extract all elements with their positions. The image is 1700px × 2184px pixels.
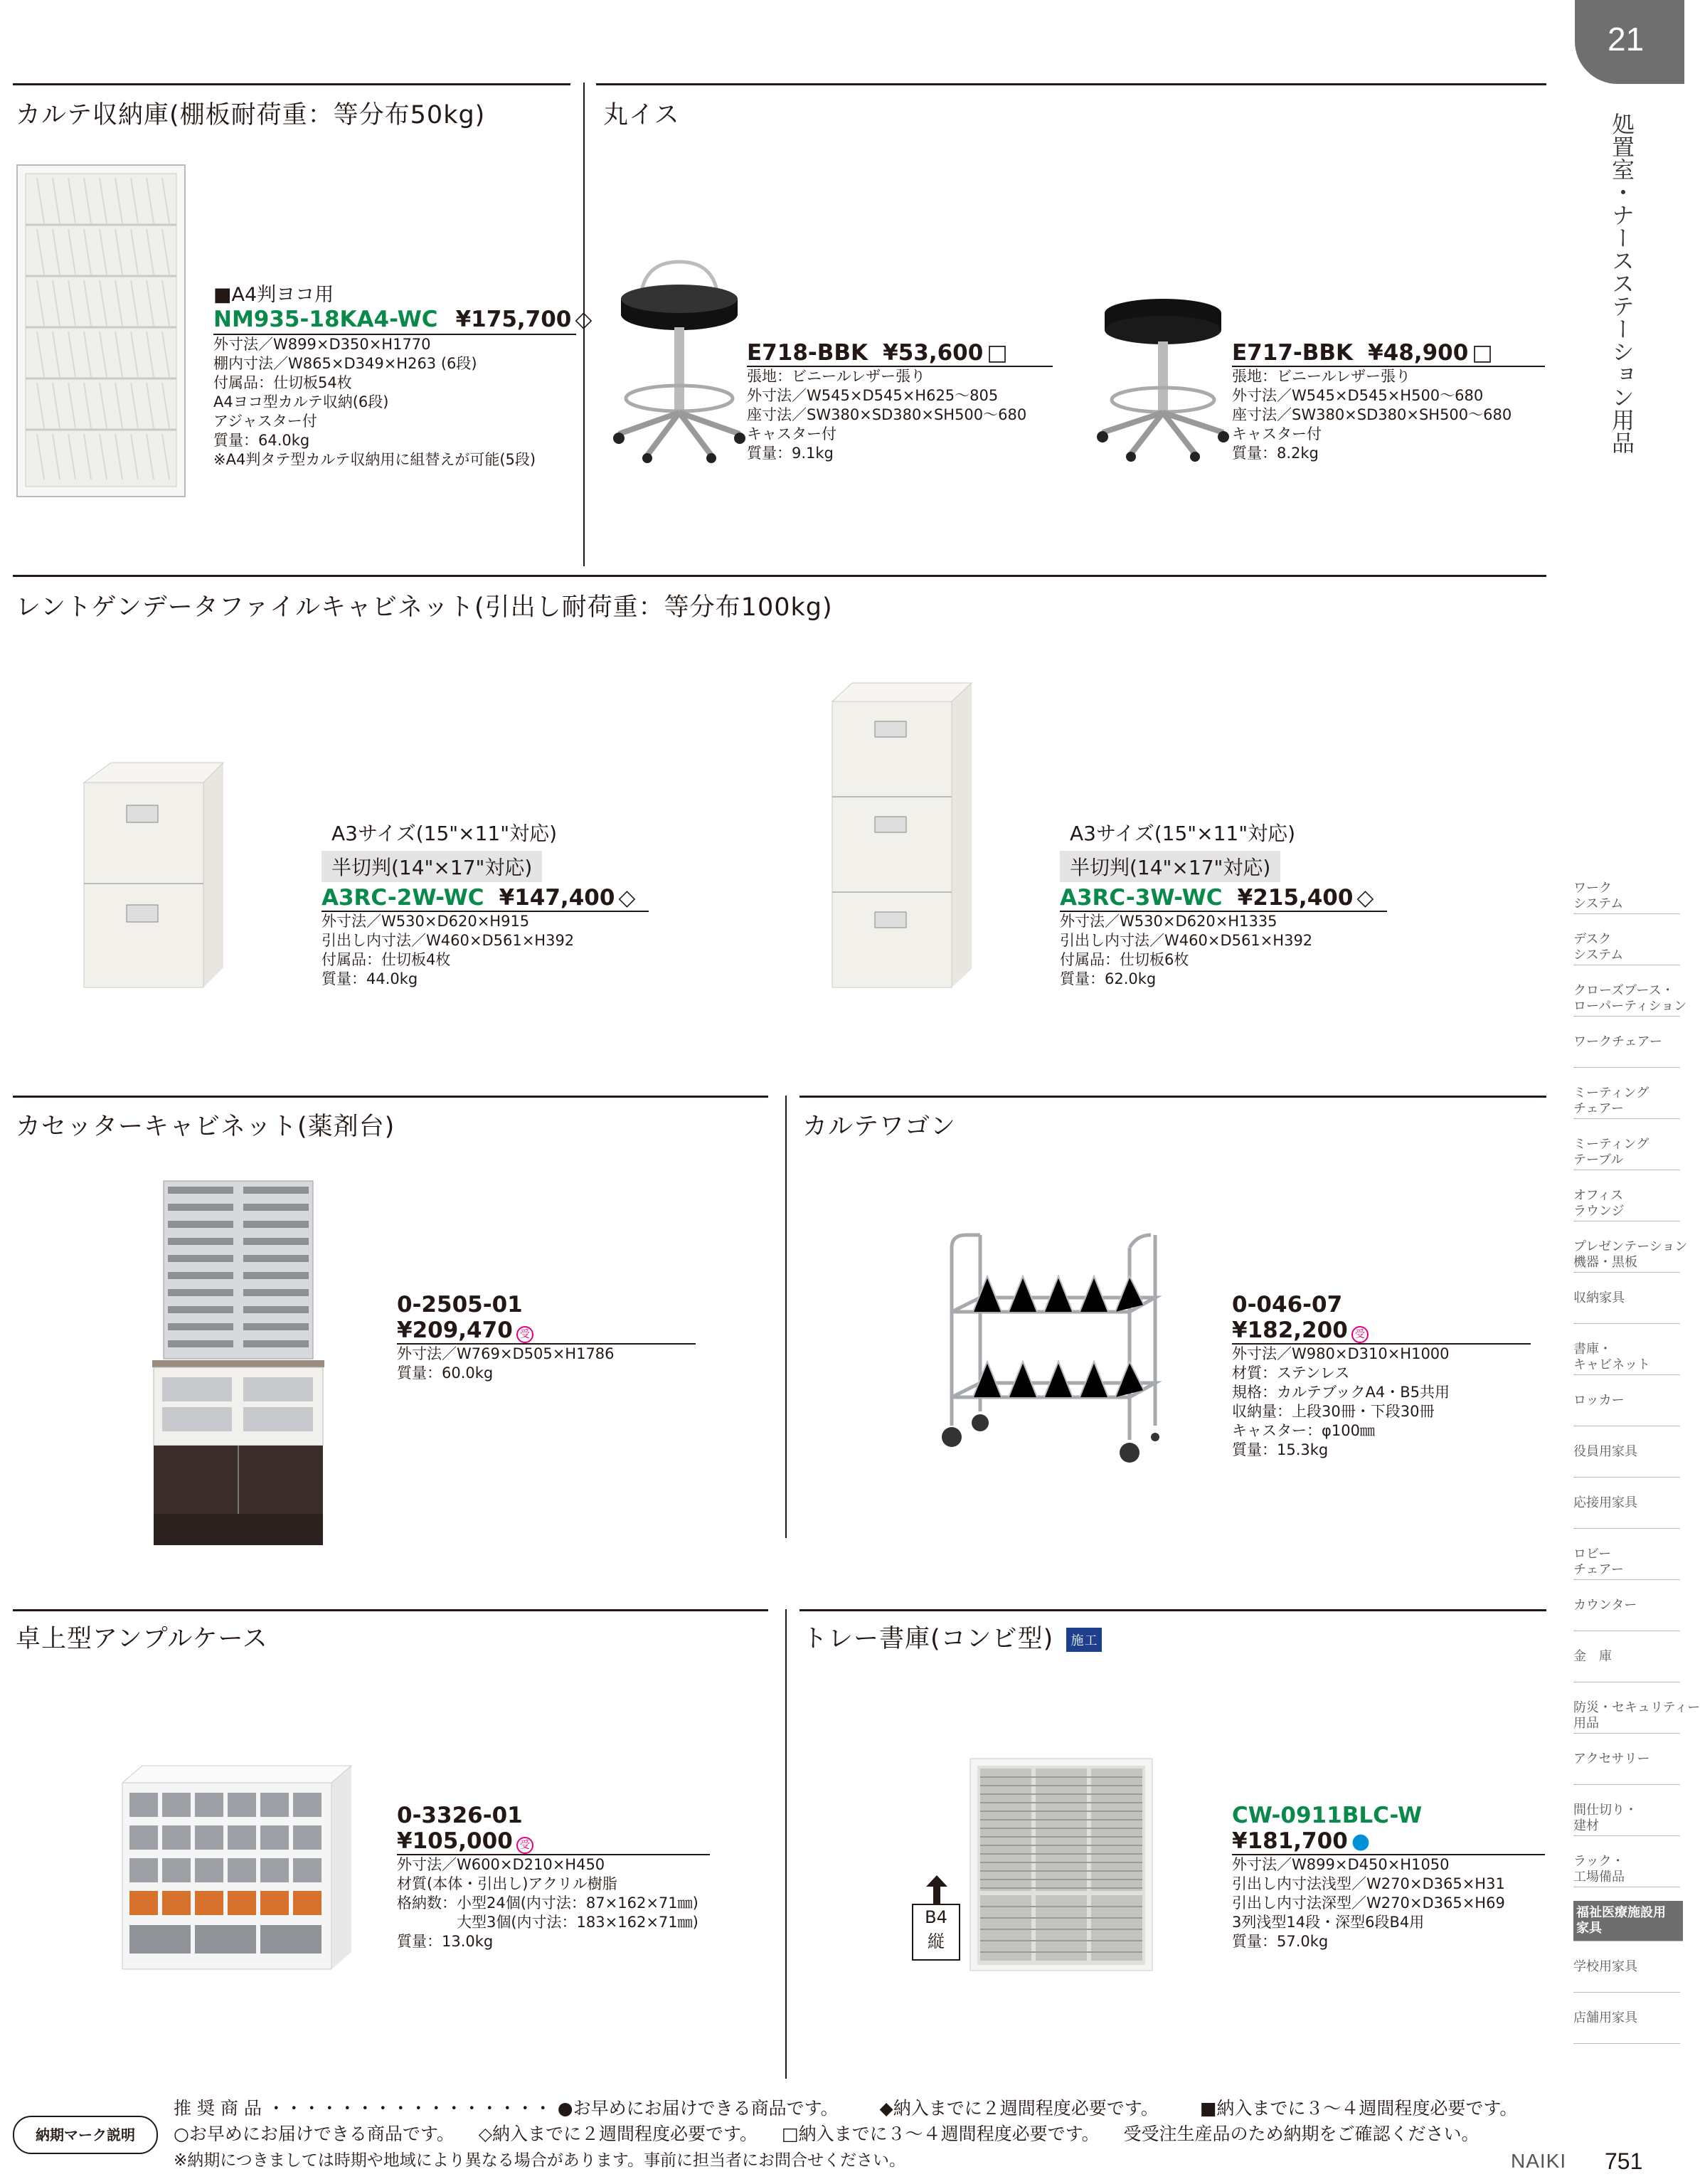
- section-title-tray-cabinet: [802, 1619, 1102, 1655]
- product-price: ¥147,400: [499, 885, 615, 911]
- sidebar-item-17[interactable]: アクセサリー: [1573, 1747, 1680, 1785]
- legend-open-square: □納入までに３～４週間程度必要です。: [781, 2124, 1100, 2144]
- delivery-mark: □: [987, 340, 1008, 366]
- delivery-mark: ◇: [1356, 885, 1374, 911]
- ampule-case-image: [121, 1764, 353, 1971]
- delivery-mark: 受: [1351, 1326, 1369, 1343]
- product-cw-0911blc-w: [1232, 1803, 1545, 1951]
- sidebar-item-13[interactable]: ロビー チェアー: [1573, 1542, 1680, 1580]
- delivery-legend-badge: 納期マーク説明: [13, 2116, 158, 2154]
- stool-e718-image: [605, 256, 754, 462]
- product-price: ¥181,700: [1232, 1828, 1348, 1854]
- stool-e717-image: [1088, 292, 1238, 462]
- product-specs: 外寸法／W980×D310×H1000 材質：ステンレス 規格：カルテブックA4・B5共用 収納量：上段30冊・下段30冊 キャスター：φ100㎜ 質量：15.3kg: [1232, 1345, 1450, 1458]
- sidebar-item-21[interactable]: 学校用家具: [1573, 1955, 1680, 1993]
- product-code: NM935-18KA4-WC: [213, 307, 438, 332]
- product-price: ¥53,600: [883, 340, 984, 366]
- size-label-a3: A3サイズ(15"×11"対応): [322, 817, 567, 848]
- product-specs: 張地：ビニールレザー張り 外寸法／W545×D545×H625～805 座寸法／SW380×SD380×SH500～680 キャスター付 質量：9.1kg: [747, 368, 1027, 462]
- sidebar-item-11[interactable]: 役員用家具: [1573, 1440, 1680, 1478]
- section-title-cassette-cabinet: カセッターキャビネット(薬剤台): [16, 1113, 395, 1141]
- product-price: ¥182,200: [1232, 1318, 1348, 1343]
- karte-wagon-image: [937, 1234, 1159, 1467]
- product-a3rc-3w: [1060, 817, 1387, 989]
- product-code: 0-3326-01: [397, 1803, 523, 1828]
- legend-yellow-square: ■納入までに３～４週間程度必要です。: [1199, 2098, 1518, 2119]
- product-0-3326-01: [397, 1803, 710, 1951]
- b4-arrow-icon: [926, 1875, 947, 1904]
- product-price: ¥209,470: [397, 1318, 513, 1343]
- size-label-hangiri: 半切判(14"×17"対応): [322, 851, 542, 882]
- section-title-ampule-case: 卓上型アンプルケース: [16, 1625, 268, 1653]
- chapter-title: 処置室・ナースステーション用品: [1608, 112, 1635, 454]
- sidebar-item-2[interactable]: クローズブース・ ローパーティション: [1573, 979, 1680, 1017]
- sidebar-item-3[interactable]: ワークチェアー: [1573, 1030, 1680, 1068]
- size-label-a3: A3サイズ(15"×11"対応): [1060, 817, 1305, 848]
- product-code: 0-2505-01: [397, 1292, 523, 1318]
- product-e718: [747, 340, 1053, 463]
- legend-line-1: [174, 2094, 1517, 2120]
- delivery-mark: ◇: [618, 885, 636, 911]
- sidebar-item-16[interactable]: 防災・セキュリティー 用品: [1573, 1696, 1680, 1734]
- sidebar-item-4[interactable]: ミーティング チェアー: [1573, 1081, 1680, 1119]
- product-price: ¥215,400: [1237, 885, 1354, 911]
- section-title-karte-storage: カルテ収納庫(棚板耐荷重：等分布50kg): [16, 101, 486, 129]
- sidebar-item-20[interactable]: 福祉医療施設用 家具: [1573, 1901, 1683, 1941]
- delivery-mark: ◇: [575, 307, 593, 332]
- product-specs: 外寸法／W530×D620×H1335 引出し内寸法／W460×D561×H392 付属品：仕切板6枚 質量：62.0kg: [1060, 913, 1313, 987]
- sidebar-item-8[interactable]: 収納家具: [1573, 1286, 1680, 1324]
- legend-open-circle: ○お早めにお届けできる商品です。: [174, 2124, 455, 2144]
- product-price: ¥175,700: [455, 307, 572, 332]
- legend-green-diamond: ◆納入までに２週間程度必要です。: [879, 2098, 1159, 2119]
- product-label: ■A4判ヨコ用: [213, 284, 334, 306]
- product-a3rc-2w: [322, 817, 649, 989]
- chapter-tab: [1575, 0, 1684, 84]
- section-title-xray-cabinet: レントゲンデータファイルキャビネット(引出し耐荷重：等分布100kg): [16, 593, 833, 622]
- xray-2w-image: [75, 761, 225, 989]
- product-e717: [1232, 340, 1545, 463]
- legend-line-2: [174, 2120, 1479, 2146]
- product-specs: 外寸法／W899×D350×H1770 棚内寸法／W865×D349×H263 (6段) 付属品：仕切板54枚 A4ヨコ型カルテ収納(6段) アジャスター付 質量：64.0kg ※A4判タテ型カルテ収納用に組替えが可能(5段): [213, 336, 536, 468]
- product-specs: 外寸法／W899×D450×H1050 引出し内寸法浅型／W270×D365×H31 引出し内寸法深型／W270×D365×H69 3列浅型14段・深型6段B4用 質量：57.0kg: [1232, 1856, 1505, 1950]
- sidebar-item-15[interactable]: 金 庫: [1573, 1645, 1680, 1682]
- legend-recommended-prefix: 推 奨 商 品 ・・・・・・・・・・・・・・・・: [174, 2098, 552, 2119]
- sidebar-item-7[interactable]: プレゼンテーション 機器・黒板: [1573, 1235, 1680, 1273]
- sidebar-item-22[interactable]: 店舗用家具: [1573, 2006, 1680, 2044]
- product-0-046-07: [1232, 1292, 1531, 1460]
- product-specs: 外寸法／W530×D620×H915 引出し内寸法／W460×D561×H392 付属品：仕切板4枚 質量：44.0kg: [322, 913, 575, 987]
- tray-cabinet-image: [969, 1757, 1154, 1972]
- delivery-mark: 受: [516, 1326, 533, 1343]
- sidebar-item-14[interactable]: カウンター: [1573, 1594, 1680, 1631]
- legend-made-to-order: 受受注生産品のため納期をご確認ください。: [1123, 2124, 1479, 2144]
- sidebar-item-6[interactable]: オフィス ラウンジ: [1573, 1184, 1680, 1221]
- product-code: 0-046-07: [1232, 1292, 1343, 1318]
- product-price: ¥48,900: [1368, 340, 1469, 366]
- xray-3w-image: [824, 682, 973, 989]
- sidebar-item-12[interactable]: 応接用家具: [1573, 1491, 1680, 1529]
- product-specs: 外寸法／W600×D210×H450 材質(本体・引出し)アクリル樹脂 格納数：小型24個(内寸法：87×162×71㎜) 大型3個(内寸法：183×162×71㎜) 質量：13.0kg: [397, 1856, 698, 1950]
- section-title-text: トレー書庫(コンビ型): [802, 1625, 1054, 1653]
- legend-blue-circle: ●お早めにお届けできる商品です。: [557, 2098, 839, 2119]
- product-code: E717-BBK: [1232, 340, 1354, 366]
- sidebar-item-0[interactable]: ワーク システム: [1573, 876, 1680, 914]
- product-code: A3RC-2W-WC: [322, 885, 484, 911]
- product-specs: 張地：ビニールレザー張り 外寸法／W545×D545×H500～680 座寸法／SW380×SD380×SH500～680 キャスター付 質量：8.2kg: [1232, 368, 1512, 462]
- product-karte-storage: [213, 279, 593, 470]
- legend-note: ※納期につきましては時期や地域により異なる場合があります。事前に担当者にお問合せください。: [174, 2151, 905, 2170]
- product-code: A3RC-3W-WC: [1060, 885, 1223, 911]
- karte-storage-image: [16, 164, 186, 498]
- product-0-2505-01: [397, 1292, 696, 1383]
- product-specs: 外寸法／W769×D505×H1786 質量：60.0kg: [397, 1345, 615, 1382]
- cassette-cabinet-image: [151, 1180, 326, 1547]
- b4-label: B4 縦: [912, 1904, 960, 1961]
- delivery-mark: ●: [1351, 1829, 1371, 1854]
- sidebar-item-9[interactable]: 書庫・ キャビネット: [1573, 1337, 1680, 1375]
- size-label-hangiri: 半切判(14"×17"対応): [1060, 851, 1280, 882]
- delivery-mark: □: [1472, 340, 1493, 366]
- page-number: 751: [1605, 2148, 1643, 2174]
- delivery-mark: 受: [516, 1837, 533, 1854]
- sidebar-item-18[interactable]: 間仕切り・ 建材: [1573, 1798, 1680, 1836]
- chapter-number: 21: [1608, 21, 1645, 58]
- sidebar-item-10[interactable]: ロッカー: [1573, 1389, 1680, 1426]
- brand-name: NAIKI: [1511, 2150, 1567, 2172]
- sidebar-item-19[interactable]: ラック・ 工場備品: [1573, 1850, 1680, 1887]
- construction-badge: 施工: [1066, 1628, 1102, 1652]
- product-code: E718-BBK: [747, 340, 868, 366]
- sidebar-item-1[interactable]: デスク システム: [1573, 928, 1680, 965]
- sidebar-item-5[interactable]: ミーティング テーブル: [1573, 1133, 1680, 1170]
- section-title-round-stool: 丸イス: [603, 101, 680, 129]
- product-code: CW-0911BLC-W: [1232, 1803, 1423, 1828]
- section-title-karte-wagon: カルテワゴン: [802, 1113, 957, 1141]
- product-price: ¥105,000: [397, 1828, 513, 1854]
- legend-open-diamond: ◇納入までに２週間程度必要です。: [478, 2124, 758, 2144]
